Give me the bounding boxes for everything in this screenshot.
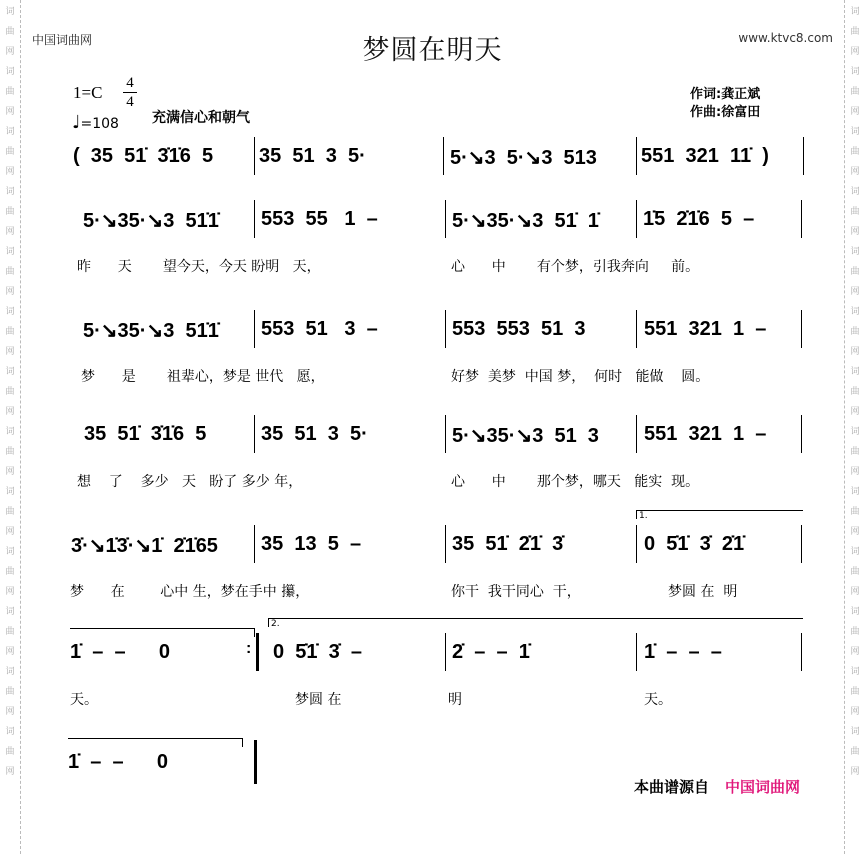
- watermark-char: 网: [850, 107, 860, 117]
- lyricist-credit: 作词:龚正斌: [690, 87, 761, 102]
- lyric-line: 天。: [70, 692, 98, 708]
- watermark-char: 词: [5, 307, 15, 317]
- watermark-group: [3, 662, 17, 722]
- barline: [801, 633, 802, 671]
- time-signature-top: 4: [126, 75, 134, 91]
- watermark-char: 词: [850, 7, 860, 17]
- watermark-char: 词: [5, 727, 15, 737]
- barline: [445, 633, 446, 671]
- watermark-char: 曲: [5, 27, 15, 37]
- watermark-char: 曲: [850, 627, 860, 637]
- watermark-strip-right: [844, 0, 865, 854]
- watermark-char: 词: [850, 127, 860, 137]
- watermark-char: 曲: [850, 207, 860, 217]
- watermark-char: 词: [5, 427, 15, 437]
- watermark-char: 词: [5, 607, 15, 617]
- quarter-note-icon: ♩: [72, 112, 81, 133]
- notation-measure: 35 51̇ 3̇1̇6 5: [84, 423, 207, 445]
- notation-measure: 0 5̇1̇ 3̇ –: [273, 641, 362, 663]
- time-signature: [123, 75, 137, 110]
- source-footer: [634, 776, 800, 797]
- watermark-char: 网: [5, 407, 15, 417]
- watermark-char: 网: [850, 527, 860, 537]
- watermark-char: 词: [5, 187, 15, 197]
- notation-measure: 35 51̇ 2̇1̇ 3̇: [452, 533, 564, 555]
- barline: [445, 310, 446, 348]
- notation-measure: 5·↘35·↘3 51 3: [452, 425, 599, 447]
- watermark-group: [3, 362, 17, 422]
- watermark-char: 曲: [5, 687, 15, 697]
- expression-marking: 充满信心和朝气: [152, 110, 250, 126]
- watermark-group: [3, 542, 17, 602]
- watermark-char: 词: [5, 367, 15, 377]
- watermark-char: 曲: [5, 627, 15, 637]
- watermark-char: 词: [850, 607, 860, 617]
- repeat-dots: :: [246, 640, 252, 657]
- watermark-char: 网: [850, 287, 860, 297]
- watermark-char: 网: [850, 647, 860, 657]
- lyric-line: 心 中 那个梦，哪天 能实 现。: [451, 474, 700, 490]
- volta-bracket: [70, 628, 255, 637]
- watermark-char: 网: [850, 227, 860, 237]
- barline: [254, 310, 255, 348]
- watermark-char: 曲: [850, 267, 860, 277]
- watermark-char: 词: [5, 667, 15, 677]
- watermark-char: 词: [5, 67, 15, 77]
- notation-measure: 5·↘35·↘3 51̇1̇: [83, 210, 219, 232]
- watermark-char: 网: [850, 347, 860, 357]
- watermark-group: [3, 62, 17, 122]
- watermark-group: [848, 602, 862, 662]
- watermark-group: [848, 122, 862, 182]
- watermark-char: 曲: [5, 567, 15, 577]
- watermark-char: 词: [850, 307, 860, 317]
- site-name: 中国词曲网: [32, 33, 93, 47]
- barline: [801, 310, 802, 348]
- notation-measure: 1̇ – – –: [644, 641, 722, 663]
- barline: [801, 525, 802, 563]
- barline: [803, 137, 804, 175]
- watermark-char: 网: [5, 707, 15, 717]
- watermark-char: 曲: [5, 87, 15, 97]
- watermark-char: 曲: [5, 267, 15, 277]
- barline: [254, 200, 255, 238]
- watermark-group: [848, 302, 862, 362]
- barline: [636, 415, 637, 453]
- notation-measure: 35 51 3 5·: [261, 423, 368, 445]
- notation-measure: 5·↘35·↘3 51̇ 1̇: [452, 210, 599, 232]
- barline: [445, 200, 446, 238]
- volta-bracket: [636, 510, 803, 519]
- composer-credit: 作曲:徐富田: [690, 105, 761, 120]
- notation-measure: 35 51 3 5·: [259, 145, 366, 167]
- watermark-char: 曲: [850, 747, 860, 757]
- watermark-group: [3, 722, 17, 782]
- watermark-char: 网: [850, 167, 860, 177]
- watermark-char: 词: [850, 67, 860, 77]
- barline: [443, 137, 444, 175]
- watermark-group: [848, 362, 862, 422]
- barline: [254, 415, 255, 453]
- volta-label: 2.: [271, 619, 280, 629]
- watermark-char: 网: [5, 167, 15, 177]
- volta-bracket: [268, 618, 803, 627]
- watermark-char: 词: [850, 367, 860, 377]
- site-url: www.ktvc8.com: [738, 31, 833, 45]
- source-brand: 中国词曲网: [725, 778, 801, 796]
- watermark-group: [848, 242, 862, 302]
- repeat-end-barline: [256, 633, 259, 671]
- watermark-char: 词: [5, 487, 15, 497]
- watermark-group: [3, 242, 17, 302]
- notation-measure: 5·↘3 5·↘3 513: [450, 147, 597, 169]
- watermark-char: 网: [5, 107, 15, 117]
- watermark-char: 网: [850, 407, 860, 417]
- watermark-group: [3, 122, 17, 182]
- barline: [636, 633, 637, 671]
- notation-measure: 553 55 1 –: [261, 208, 378, 230]
- lyric-line: 你干 我干同心 干，: [451, 584, 581, 600]
- notation-measure: 1̇ – – 0: [68, 751, 169, 773]
- lyric-line: 天。: [644, 692, 672, 708]
- notation-measure: 551 321 1 –: [644, 423, 767, 445]
- notation-measure: 1̇5 2̇1̇6 5 –: [643, 208, 755, 230]
- tempo-value: =108: [80, 116, 119, 132]
- time-signature-bottom: 4: [126, 94, 134, 110]
- notation-measure: 551 321 1 –: [644, 318, 767, 340]
- watermark-char: 曲: [5, 387, 15, 397]
- watermark-char: 曲: [850, 567, 860, 577]
- watermark-char: 网: [850, 47, 860, 57]
- watermark-char: 曲: [850, 87, 860, 97]
- volta-label: 1.: [639, 511, 648, 521]
- watermark-char: 词: [850, 547, 860, 557]
- barline: [801, 415, 802, 453]
- lyric-line: 好梦 美梦 中国 梦， 何时 能做 圆。: [451, 369, 710, 385]
- watermark-group: [848, 422, 862, 482]
- lyric-line: 昨 天 望今天，今天 盼明 天，: [77, 259, 321, 275]
- watermark-char: 网: [5, 47, 15, 57]
- watermark-char: 词: [850, 727, 860, 737]
- barline: [801, 200, 802, 238]
- watermark-char: 曲: [850, 687, 860, 697]
- lyric-line: 明: [448, 692, 462, 708]
- watermark-group: [848, 62, 862, 122]
- barline: [254, 137, 255, 175]
- watermark-group: [848, 182, 862, 242]
- lyric-line: 梦圆 在: [295, 692, 342, 708]
- watermark-group: [3, 422, 17, 482]
- watermark-char: 词: [850, 487, 860, 497]
- notation-measure: 1̇ – – 0: [70, 641, 171, 663]
- volta-bracket: [68, 738, 243, 747]
- watermark-char: 词: [5, 247, 15, 257]
- key-signature: 1=C: [73, 83, 103, 102]
- watermark-char: 网: [5, 227, 15, 237]
- watermark-char: 曲: [850, 387, 860, 397]
- lyric-line: 梦 是 祖辈心，梦是 世代 愿，: [81, 369, 325, 385]
- watermark-char: 网: [5, 287, 15, 297]
- notation-measure: 2̇ – – 1̇: [452, 641, 530, 663]
- barline: [445, 525, 446, 563]
- barline: [636, 137, 637, 175]
- barline: [636, 525, 637, 563]
- watermark-char: 曲: [5, 327, 15, 337]
- watermark-char: 词: [5, 547, 15, 557]
- song-title: 梦圆在明天: [362, 35, 503, 66]
- watermark-char: 曲: [5, 447, 15, 457]
- watermark-group: [3, 482, 17, 542]
- watermark-char: 词: [5, 127, 15, 137]
- watermark-group: [3, 182, 17, 242]
- watermark-char: 曲: [850, 327, 860, 337]
- final-barline: [254, 740, 257, 784]
- watermark-char: 网: [5, 647, 15, 657]
- watermark-char: 网: [850, 587, 860, 597]
- notation-measure: 553 553 51 3: [452, 318, 586, 340]
- watermark-group: [848, 722, 862, 782]
- notation-measure: 551 321 11̇ ): [641, 145, 769, 167]
- watermark-char: 网: [5, 527, 15, 537]
- watermark-char: 词: [850, 247, 860, 257]
- watermark-char: 网: [850, 707, 860, 717]
- lyric-line: 心 中 有个梦，引我奔向 前。: [451, 259, 700, 275]
- notation-measure: ( 35 51̇ 3̇1̇6 5: [73, 145, 214, 167]
- notation-measure: 5·↘35·↘3 51̇1̇: [83, 320, 219, 342]
- watermark-char: 词: [850, 667, 860, 677]
- watermark-char: 网: [5, 587, 15, 597]
- notation-measure: 553 51 3 –: [261, 318, 378, 340]
- watermark-char: 曲: [850, 507, 860, 517]
- barline: [445, 415, 446, 453]
- watermark-char: 曲: [5, 207, 15, 217]
- tempo-marking: [72, 112, 119, 133]
- watermark-char: 曲: [5, 507, 15, 517]
- lyric-line: 想 了 多少 天 盼了 多少 年，: [77, 474, 303, 490]
- watermark-char: 曲: [850, 447, 860, 457]
- watermark-char: 网: [5, 767, 15, 777]
- watermark-char: 曲: [850, 147, 860, 157]
- barline: [636, 200, 637, 238]
- notation-measure: 0 5̇1̇ 3̇ 2̇1̇: [644, 533, 745, 555]
- watermark-group: [3, 602, 17, 662]
- watermark-char: 曲: [5, 747, 15, 757]
- watermark-char: 网: [5, 467, 15, 477]
- watermark-char: 网: [5, 347, 15, 357]
- watermark-char: 网: [850, 467, 860, 477]
- watermark-char: 曲: [850, 27, 860, 37]
- watermark-char: 网: [850, 767, 860, 777]
- barline: [636, 310, 637, 348]
- notation-measure: 3̇·↘1̇3̇·↘1̇ 2̇1̇65: [71, 535, 218, 557]
- lyric-line: 梦圆 在 明: [668, 584, 738, 600]
- barline: [254, 525, 255, 563]
- watermark-char: 曲: [5, 147, 15, 157]
- watermark-char: 词: [850, 427, 860, 437]
- watermark-char: 词: [5, 7, 15, 17]
- watermark-group: [848, 542, 862, 602]
- watermark-char: 词: [850, 187, 860, 197]
- watermark-group: [848, 482, 862, 542]
- lyric-line: 梦 在 心中 生，梦在手中 攥，: [70, 584, 310, 600]
- source-label: 本曲谱源自: [634, 778, 710, 796]
- watermark-strip-left: [0, 0, 21, 854]
- watermark-group: [848, 662, 862, 722]
- watermark-group: [3, 302, 17, 362]
- notation-measure: 35 13 5 –: [261, 533, 362, 555]
